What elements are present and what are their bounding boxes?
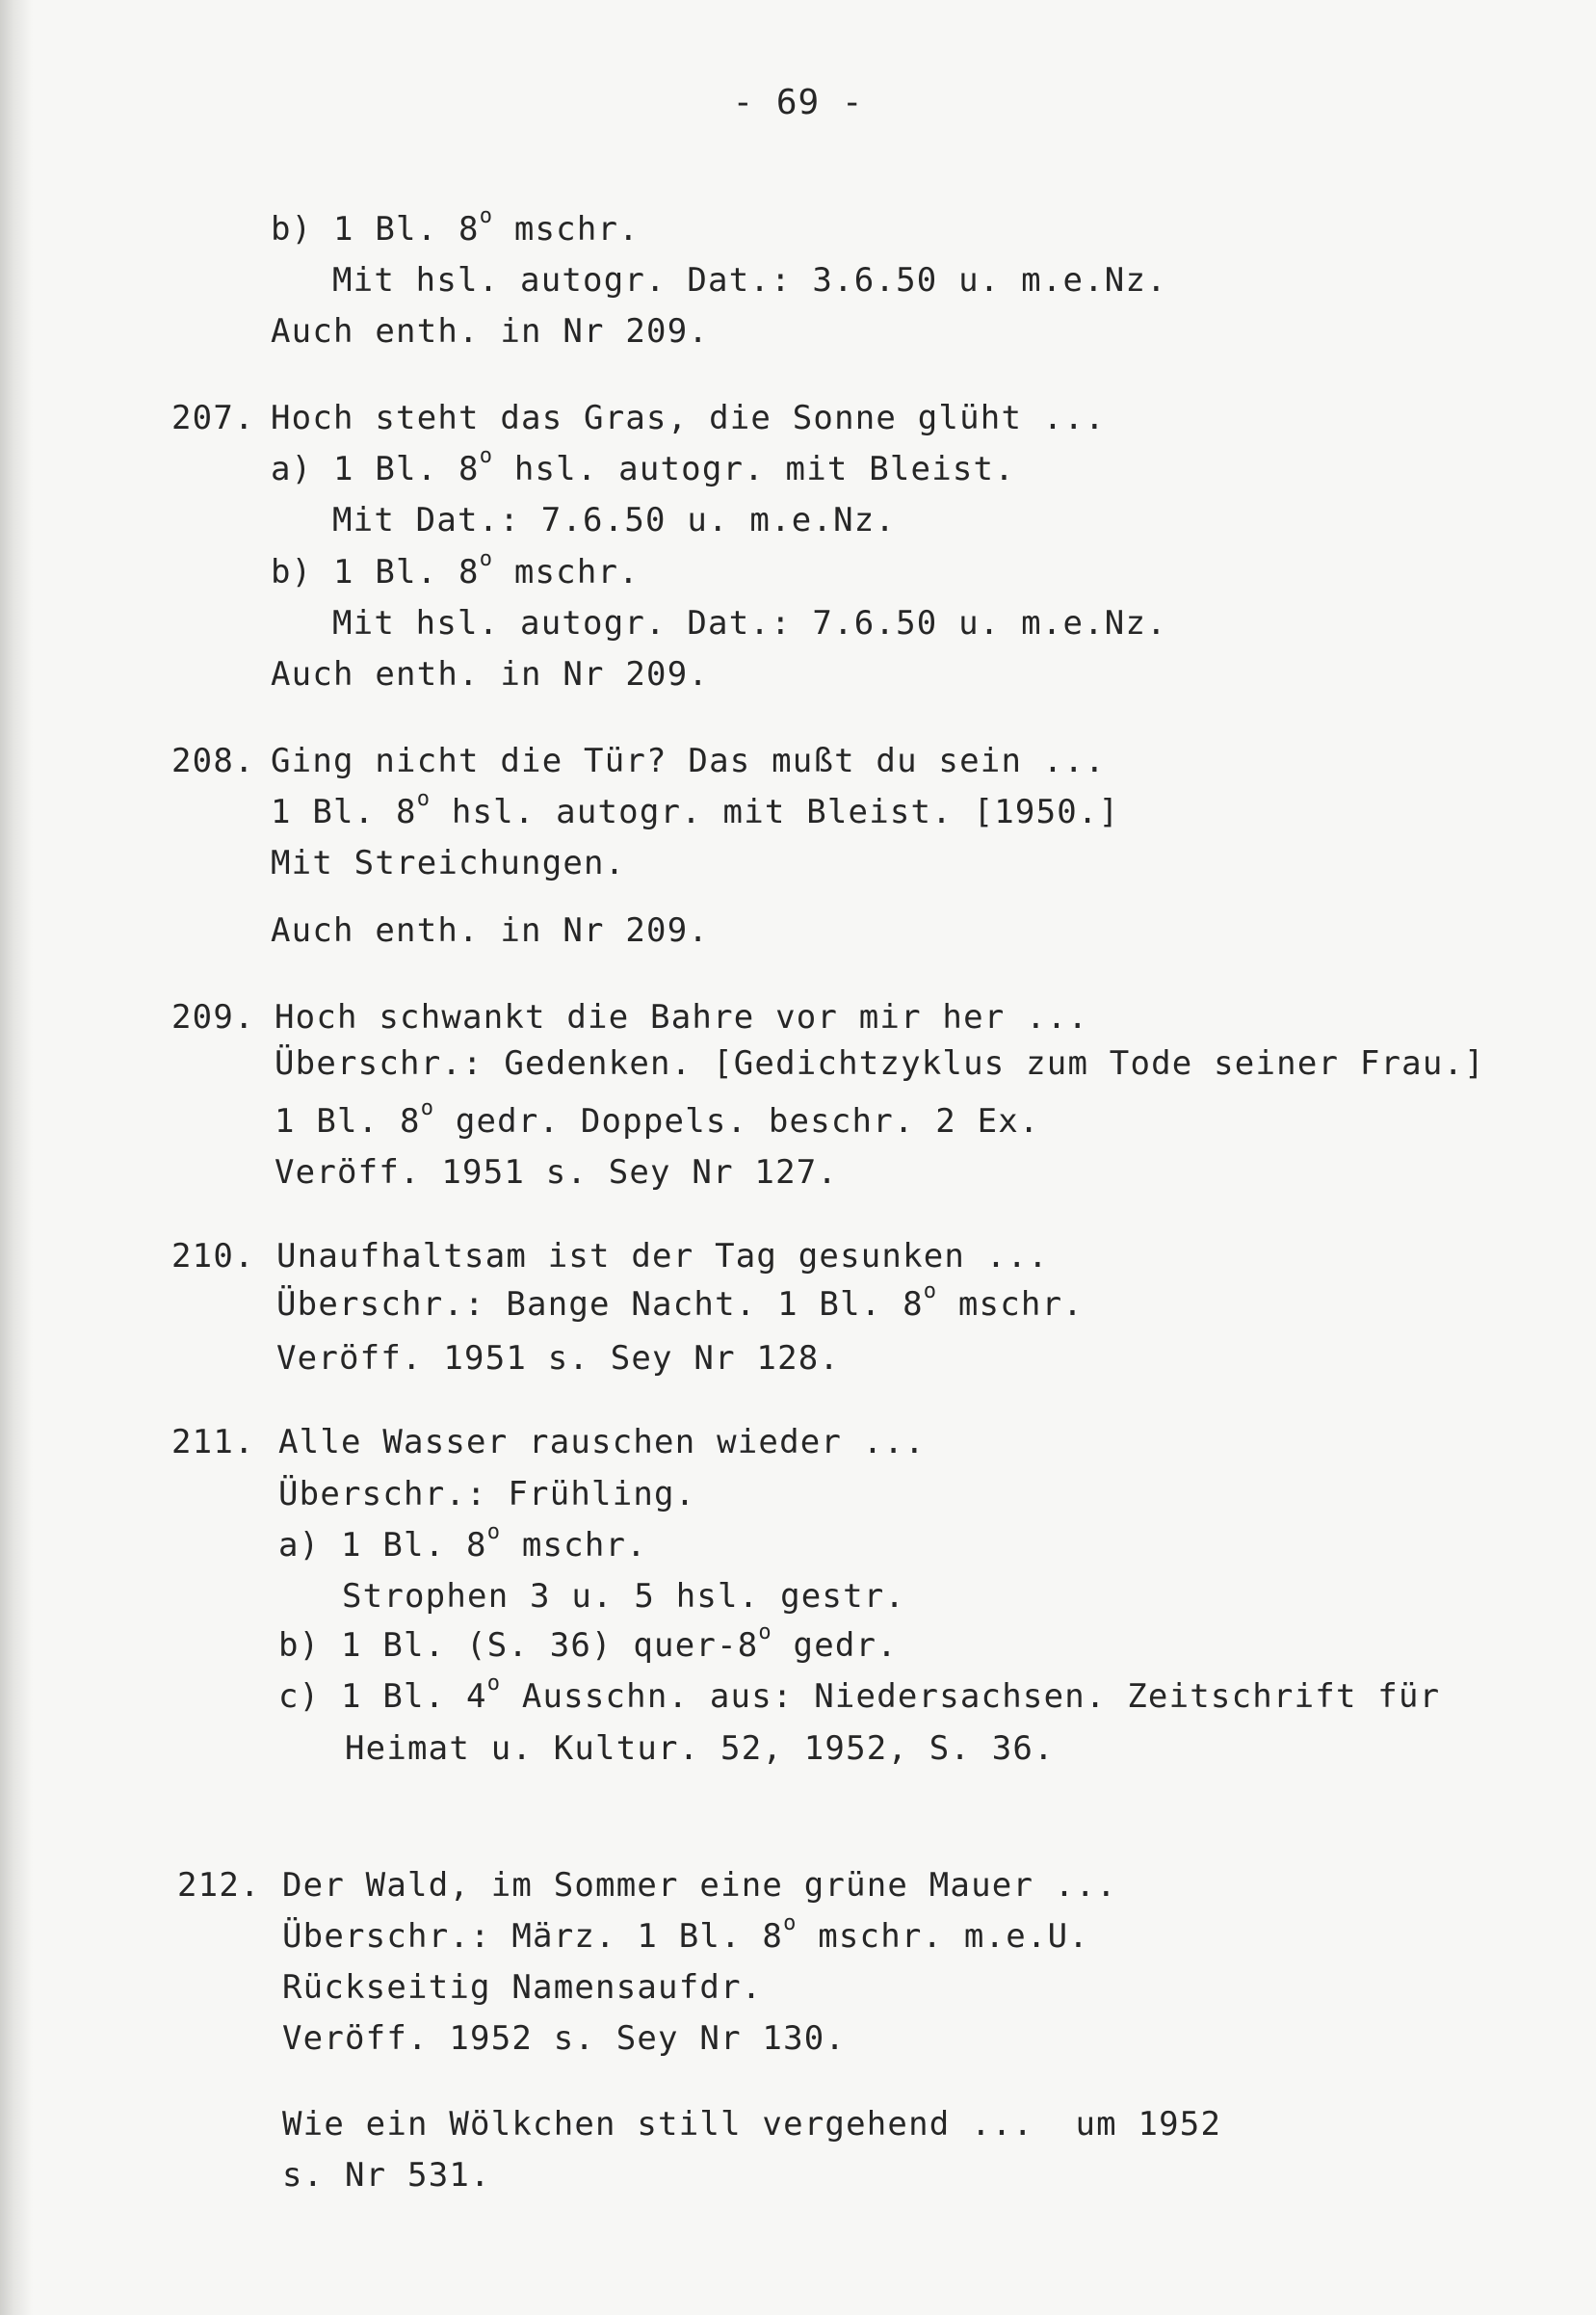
entry-line: Auch enth. in Nr 209.	[271, 312, 710, 351]
entry-line: Überschr.: Gedenken. [Gedichtzyklus zum Tode seiner Frau.]	[275, 1044, 1485, 1083]
entry-number: 212.	[177, 1866, 261, 1905]
entry-number: 207.	[171, 399, 255, 437]
entry-line: Auch enth. in Nr 209.	[271, 911, 710, 950]
entry-line: Veröff. 1951 s. Sey Nr 127.	[275, 1153, 839, 1192]
entry-line: 1 Bl. 8$^o$ hsl. autogr. mit Bleist. [1950.]	[271, 787, 1120, 831]
entry-line: Veröff. 1952 s. Sey Nr 130.	[282, 2019, 847, 2058]
entry-title: Ging nicht die Tür? Das mußt du sein ...	[271, 742, 1106, 780]
page-number: - 69 -	[732, 83, 864, 122]
entry-line: Mit hsl. autogr. Dat.: 7.6.50 u. m.e.Nz.	[332, 604, 1167, 643]
entry-line: b) 1 Bl. (S. 36) quer-8$^o$ gedr.	[278, 1620, 898, 1665]
entry-line: Auch enth. in Nr 209.	[271, 655, 710, 694]
entry-line: Heimat u. Kultur. 52, 1952, S. 36.	[345, 1729, 1055, 1768]
entry-title: Alle Wasser rauschen wieder ...	[278, 1423, 926, 1461]
entry-number: 210.	[171, 1237, 255, 1276]
entry-number: 208.	[171, 742, 255, 780]
entry-line: c) 1 Bl. 4$^o$ Ausschn. aus: Niedersachsen. Zeitschrift für	[278, 1671, 1441, 1716]
entry-line: Strophen 3 u. 5 hsl. gestr.	[342, 1577, 906, 1616]
entry-line: Überschr.: Frühling.	[278, 1475, 696, 1513]
entry-line: a) 1 Bl. 8$^o$ mschr.	[278, 1520, 647, 1565]
entry-number: 209.	[171, 998, 255, 1037]
entry-line: b) 1 Bl. 8$^o$ mschr.	[271, 547, 640, 592]
entry-title: Wie ein Wölkchen still vergehend ... um 1952	[282, 2105, 1222, 2144]
entry-title: Unaufhaltsam ist der Tag gesunken ...	[276, 1237, 1049, 1276]
entry-line: Überschr.: Bange Nacht. 1 Bl. 8$^o$ mschr.	[276, 1279, 1084, 1324]
entry-line: Rückseitig Namensaufdr.	[282, 1968, 763, 2007]
entry-title: Hoch schwankt die Bahre vor mir her ...	[275, 998, 1089, 1037]
entry-title: Hoch steht das Gras, die Sonne glüht ...	[271, 399, 1106, 437]
entry-line: Mit hsl. autogr. Dat.: 3.6.50 u. m.e.Nz.	[332, 261, 1167, 300]
entry-line: a) 1 Bl. 8$^o$ hsl. autogr. mit Bleist.	[271, 444, 1015, 488]
page-binding-edge	[0, 0, 33, 2315]
entry-line: s. Nr 531.	[282, 2156, 491, 2195]
entry-line: b) 1 Bl. 8$^o$ mschr.	[271, 204, 640, 249]
entry-title: Der Wald, im Sommer eine grüne Mauer ...	[282, 1866, 1117, 1905]
entry-line: Mit Streichungen.	[271, 844, 626, 882]
entry-line: Überschr.: März. 1 Bl. 8$^o$ mschr. m.e.U.	[282, 1911, 1089, 1956]
entry-line: Mit Dat.: 7.6.50 u. m.e.Nz.	[332, 501, 897, 539]
entry-line: Veröff. 1951 s. Sey Nr 128.	[276, 1339, 841, 1378]
entry-number: 211.	[171, 1423, 255, 1461]
entry-line: 1 Bl. 8$^o$ gedr. Doppels. beschr. 2 Ex.	[275, 1096, 1040, 1141]
